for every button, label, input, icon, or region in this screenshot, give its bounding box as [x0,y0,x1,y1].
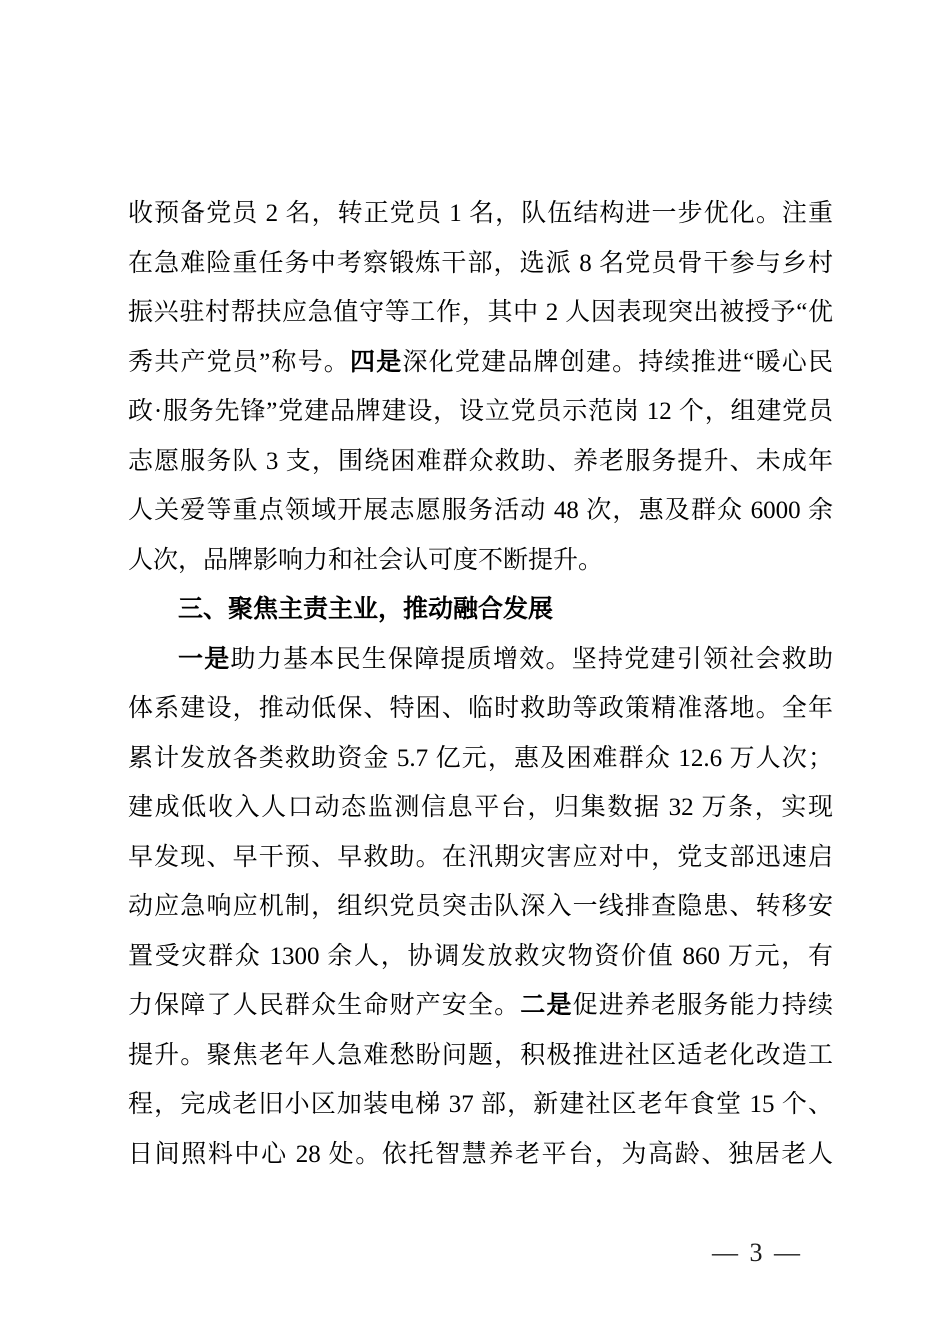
text-line [128,981,833,1031]
text-segment: 动应急响应机制，组织党员突击队深入一线排查隐患、转移安 [128,893,833,920]
text-line [128,833,833,883]
text-line [128,1031,833,1081]
text-line [128,437,833,487]
text-line [128,338,833,388]
bold-emphasis: 四是 [350,348,403,376]
page-number: — 3 — [712,1238,800,1267]
text-segment: 日间照料中心 28 处。依托智慧养老平台，为高龄、独居老人 [128,1140,833,1168]
text-segment: 建成低收入人口动态监测信息平台，归集数据 32 万条，实现 [128,794,833,821]
bold-emphasis: 二是 [520,992,573,1019]
text-segment: 早发现、早干预、早救助。在汛期灾害应对中，党支部迅速启 [128,843,833,871]
text-line [128,783,833,833]
text-segment: 振兴驻村帮扶应急值守等工作，其中 2 人因表现突出被授予“优 [128,299,833,326]
text-segment: 收预备党员 2 名，转正党员 1 名，队伍结构进一步优化。注重 [128,200,833,227]
text-segment: 促进养老服务能力持续 [572,992,833,1019]
text-segment: 程，完成老旧小区加装电梯 37 部，新建社区老年食堂 15 个、 [128,1091,833,1118]
bold-emphasis: 一是 [178,645,231,673]
text-line [128,536,833,586]
text-line [128,189,833,239]
text-line [128,635,833,685]
text-line [128,932,833,982]
text-segment: 力保障了人民群众生命财产安全。 [128,992,521,1019]
text-line [128,288,833,338]
text-line [128,1130,833,1180]
text-segment: 在急难险重任务中考察锻炼干部，选派 8 名党员骨干参与乡村 [128,249,833,277]
text-line [128,486,833,536]
section-heading [128,585,833,635]
text-line [128,734,833,784]
text-segment: 提升。聚焦老年人急难愁盼问题，积极推进社区适老化改造工 [128,1041,833,1069]
text-segment: 置受灾群众 1300 余人，协调发放救灾物资价值 860 万元，有 [128,942,833,970]
text-segment: 人关爱等重点领域开展志愿服务活动 48 次，惠及群众 6000 余 [128,497,833,524]
text-segment: 深化党建品牌创建。持续推进“暖心民 [402,348,833,376]
text-segment: 人次，品牌影响力和社会认可度不断提升。 [128,546,604,574]
document-body [128,189,833,1179]
text-segment: 助力基本民生保障提质增效。坚持党建引领社会救助 [230,645,833,673]
text-line [128,882,833,932]
text-segment: 累计发放各类救助资金 5.7 亿元，惠及困难群众 12.6 万人次； [128,744,833,772]
text-segment: 政·服务先锋”党建品牌建设，设立党员示范岗 12 个，组建党员 [128,398,833,425]
text-segment: 体系建设，推动低保、特困、临时救助等政策精准落地。全年 [128,695,833,722]
text-segment: 志愿服务队 3 支，围绕困难群众救助、养老服务提升、未成年 [128,447,833,475]
text-line [128,1080,833,1130]
text-line [128,239,833,289]
text-segment: 秀共产党员”称号。 [128,348,351,376]
bold-emphasis: 三、聚焦主责主业，推动融合发展 [178,596,554,623]
text-line [128,684,833,734]
text-line [128,387,833,437]
